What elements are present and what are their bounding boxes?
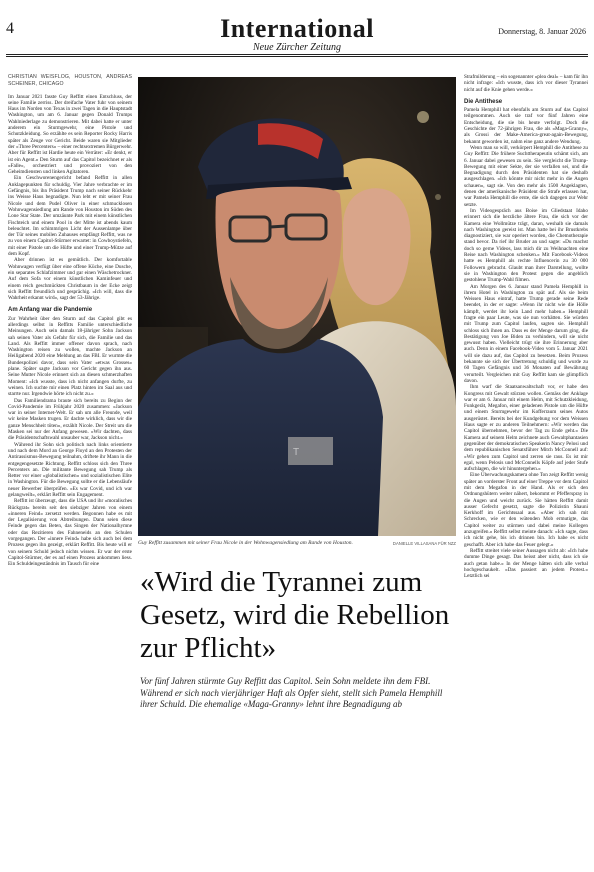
headline: «Wird die Tyrannei zum Gesetz, wird die Rebellion zur Pflicht» [140, 566, 450, 664]
section-title: International [220, 14, 374, 43]
paragraph: Eine Überwachungskamera ohne Ton zeigt Reffitt wenig später an vorderster Front auf einer Treppe vor dem Capitol mit dem Megafon in der Hand. Als er sich den Ordnungshütern weiter nähert, bekommt er Pfefferspray in die Augen und weicht zurück. Sie hätten Reffitt damit ausser Gefecht gesetzt, sagte die Polizistin Shauni Kerkhoff im Gerichtssaal aus. «Aber ich sah mit Schrecken, wie er den wütenden Mob ermutigte, das Capitol weiter zu stürmen und dabei meine Kollegen anzugreifen.» Reffitt selbst meinte danach: «Ich sagte, dass ich nicht gehe, bis ich drinnen bin. Ich habe es nicht geschafft. Aber ich habe das Feuer gelegt.» [464, 472, 588, 548]
photo-caption: Guy Reffitt zusammen mit seiner Frau Nicole in der Wohnwagensiedlung am Rande von Houston. [138, 540, 353, 546]
left-column [8, 74, 132, 870]
masthead: Neue Zürcher Zeitung [253, 42, 341, 53]
paragraph: Ihm warf die Staatsanwaltschaft vor, er habe den Kongress mit Gewalt stürzen wollen. Gemäss der Anklage war er am 6. Januar mit einem Helm, mit Schutzkleidung, Funkgerät, Megafon, einer geladenen Pistole um die Hüfte und einem Sturmgewehr im Kofferraum seines Autos ausgerüstet. Bereits bei der Kundgebung vor dem Weissen Haus sagte er zu anderen Teilnehmern: «Wir werden das Capitol übernehmen, bevor der Tag zu Ende geht.» Die Kamera auf seinem Helm zeichnete auch Gewaltphantasien gegenüber der demokratischen Speakerin Nancy Pelosi und dem republikanischen Senatsführer Mitch McConnell auf: «Wir gehen zum Capitol und zerren sie raus. Es ist mir egal, wenn Pelosis und McConnells Köpfe auf jeder Stufe aufschlagen, die wir hinuntergehen.» [464, 384, 588, 473]
page-number: 4 [6, 20, 14, 37]
subheading: Die Antithese [464, 98, 503, 105]
issue-date: Donnerstag, 8. Januar 2026 [498, 27, 586, 36]
paragraph: Das Familiendrama braute sich bereits zu Beginn der Covid-Pandemie im Frühjahr 2020 zusammen: «Jackson war in seiner Internet-Welt. Er sah um alle Freunde, weil wir keine Masken trugen. Er dachte wirklich, dass wir die ganze Menschheit töten», erzählt Nicole. Der Streit um die Masken sei nur der Anfang gewesen. «Wir dachten, dass die Präsidentschaftswahl unsauber war, Jackson nicht.» [8, 397, 132, 442]
paragraph: Im Januar 2021 fasste Guy Reffitt einen Entschluss, der seine Familie zerriss. Der dreifache Vater fuhr von seinem Haus im Norden von Texas in zwei Tagen in die Hauptstadt Washington, um am 6. Januar gegen Donald Trumps Wahlniederlage zu demonstrieren. Mit dabei hatte er unter anderem ein Sturmgewehr, eine Pistole und Schutzkleidung. So erzählte es sein Reporter Rocky Harris später als Zeuge vor Gericht. Beide waren sie Mitglieder der «Three Percenters» – einer rechtsextremen Bürgerwehr. Aber für Reffitt ist Hardie heute ein Verräter: «Er denkt, er ist ein Agent.» Den Sturm auf das Capitol bezeichnet er als «Falle», orchestriert und provoziert von den Geheimdiensten und linken Agitatoren. [8, 93, 132, 176]
right-column [464, 74, 588, 870]
page-header [0, 0, 594, 53]
photo-credit: DANIELLE VILLASANA FÜR NZZ [392, 541, 456, 546]
subheading: Am Anfang war die Pandemie [8, 307, 93, 314]
paragraph: Während ihr Sohn sich politisch nach links orientierte und nach dem Mord an George Floyd an den Protesten der Antirassismus-Bewegung teilnahm, driftete ihr Mann in die entgegengesetzte Richtung. Reffitt schloss sich den Three Percenters an. Die militante Bewegung sah Trump als Retter vor einer «globalistischen» und sozialistischen Elite in Washington. Für die Bewegung sollte er die Lebensläufe neuer Bewerber überprüfen. «Es war Covid, und ich war gelangweilt», erklärt Reffitt sein Engagement. [8, 441, 132, 498]
lead-text: Vor fünf Jahren stürmte Guy Reffitt das Capitol. Sein Sohn meldete ihn dem FBI. Während er sich nach vierjähriger Haft als Opfer sieht, stellt sich Pamela Hemphill ihrer Schuld. Die ehemalige «Maga-Granny» lehnt ihre Begnadigung ab [140, 676, 443, 709]
paragraph: Pamela Hemphill hat ebenfalls am Sturm auf das Capitol teilgenommen. Auch sie traf vor fünf Jahren eine Entscheidung, die sie bis heute verfolgt. Doch die Geschichte der 72-jährigen Frau, die als «Maga-Granny», als Grossi der Make-America-great-again-Bewegung, bekannt geworden ist, nahm eine ganz andere Wendung. [464, 107, 588, 145]
svg-text:T: T [293, 447, 300, 458]
header-rule-thin [6, 56, 588, 57]
paragraph: Wenn man so will, verkörpert Hemphill die Antithese zu Guy Reffitt: Die frühere Suchttherapeutin schämt sich, am 6. Januar dabei gewesen zu sein. Sie vergleicht die Trump-Bewegung mit einer Sekte, der sie verfallen sei, und die Begnadigung durch den Präsidenten hat sie deshalb ausgeschlagen. «Ich könnte mir nicht mehr in die Augen schauen», sagt sie. Von den mehr als 1500 Angeklagten, denen der amerikanische Präsident die Strafe erlassen hat, war Pamela Hemphill die erste, die sich dagegen zur Wehr setzte. [464, 144, 588, 208]
paragraph: Am Morgen des 6. Januar stand Pamela Hemphill in ihrem Hotel in Washington zu spät auf. Als sie beim Weissen Haus eintraf, hatte Trump gerade seine Rede beendet, in der er sagte: «Wenn ihr nicht wie die Hölle kämpft, werdet ihr kein Land mehr haben.» Hemphill fragte ein paar Leute, was sie nun vorhätten. Sie würden mit Trump zum Capitol laufen, sagten sie. Hemphill schloss sich ihnen an. Dass es der Menge darum ging, die Bestätigung von Joe Biden zu verhindern, will sie nicht gewusst haben. Vielleicht trügt sie ihre Erinnerung aber auch. Denn in einem Facebook-Video vom 5. Januar 2021 will sie dazu auf, das Capitol zu besetzen. Beim Prozess bekannte sie sich der Übertretung schuldig und wurde zu 60 Tagen Gefängnis und 36 Monaten auf Bewährung verurteilt. Vergleichen mit Guy Reffitt kam sie glimpflich davon. [464, 283, 588, 384]
paragraph: Aber drinnen ist es gemütlich. Der komfortable Wohnwagen verfügt über eine offene Küche, eine Dusche, ein separates Schlafzimmer und gar einen Wäschetrockner. Auf dem Sofa vor einem künstlichen Kaminfeuer und einem reich geschmückten Christbaum in der Ecke zeigt sich Reffitt freundlich und gesprächig. «Ich will, dass die Wahrheit erkannt wird», sagt der 53-Jährige. [8, 257, 132, 302]
photo-illustration [138, 77, 456, 536]
paragraph: Reffitt streitet viele seiner Aussagen nicht ab: «Ich habe dumme Dinge gesagt. Das heisst aber nicht, dass ich sie auch getan habe.» In der Menge hätten sich alle verbal hochgeschaukelt. «Das passiert an jedem Protest.» Letztlich sei [464, 547, 588, 580]
paragraph: Reffitt ist überzeugt, dass die USA und ihr «moralisches Rückgrat» bereits seit den siebziger Jahren von einem «inneren Feind» zersetzt werden. Begonnen habe es mit der Legalisierung von Abtreibungen. Dann seien diese Feinde gegen das Beten, das Singen der Nationalhymne oder das Rezitieren des Fahneneids an den Schulen vorgegangen. Der «innere Feind» habe sich auch bei dem Prozess gegen ihn gezeigt, erklärt Reffitt. Bis heute will er von seinem Schuld jedoch nichts wissen. Er war der erste Capitol-Stürmer, der es auf einen Prozess ankommen liess. Ein Schuldeingeständnis im Tausch für eine [8, 498, 132, 568]
paragraph: Zur Wahrheit über den Sturm auf das Capitol gibt es allerdings selbst in Reffitts Familie unterschiedliche Meinungen. Auch sein damals 18-jähriger Sohn Jackson sah seinen Vater als Gefahr für sich, die Familie und das Land. Als Reffitt immer offener davon sprach, nach Washington reisen zu wollen, machte Jackson an Heiligabend 2020 eine Meldung an das FBI. Er wurmte die Bundespolizei davor, dass sein Vater «etwas Grosses» plane. Später sagte Jackson vor Gericht gegen ihn aus. Seine Mutter Nicole erinnert sich an diesen schmerzhaften Moment: «Ich wusste, dass ich nicht anfangen durfte, zu weinen. Ich suchte mir einen Platz hinten im Saal aus und starrte nur. Irgendwie hörte ich nicht zu.» [8, 315, 132, 398]
byline: CHRISTIAN WEISFLOG, HOUSTON, ANDREAS SCHEINER, CHICAGO [8, 74, 132, 87]
header-rule [6, 54, 588, 55]
paragraph: Ein Geschworenengericht befand Reffitt in allen Anklagepunkten für schuldig. Vier Jahre verbrachte er im Gefängnis, bis ihn Präsident Trump nach seiner Rückkehr ins Weisse Haus begnadigte. Nun lebt er mit seiner Frau Nicole und dem Pudel Oliver in einer schmucklosen Wohnwagensiedlung am Rande von Houston im Süden des Lone Star State. Der umzäunte Park mit einem künstlichen Fischteich und einem Pool in der Mitte ist abends kaum beleuchtet. Im schimmrigen Licht der Aussenlampe über der Tür seines mobilen Zuhauses empfängt Reffitt, was ne zu von einem Capitol-Stürmer erwartet: in Cowboystiefeln, mit einer Pistole um die Hüfte und einer Trump-Mütze auf dem Kopf. [8, 175, 132, 258]
paragraph: Im Videogespräch aus Boise im Gliedstaat Idaho erinnert sich die herzliche ältere Frau, die sich vor der Kamera eine Wollmütze trägt, daran, weshalb sie damals nach Washington gereist ist. Man hatte bei ihr Brustkrebs diagnostiziert, sie war operiert worden, die Chemotherapie stand bevor. Da rief ihr Bruder an und sagte: «Du machst doch so gerne Videos, lass mich dir zu Weihnachten eine Reise nach Washington schenken.» Mit Facebook-Videos hatte es Hemphill als rechte Influencerin zu 30 000 Followern gebracht. Glaubt man ihrer Darstellung, wollte sie in Washington den Protest gegen die angeblich gestohlene Trump-Wahl filmen. [464, 207, 588, 284]
article-photo [138, 77, 456, 536]
paragraph: Strafmilderung – ein sogenannter «plea deal» – kam für ihn nicht infrage: «Ich wusste, dass ich vor dieser Tyrannei nicht auf die Knie gehen werde.» [464, 74, 588, 93]
